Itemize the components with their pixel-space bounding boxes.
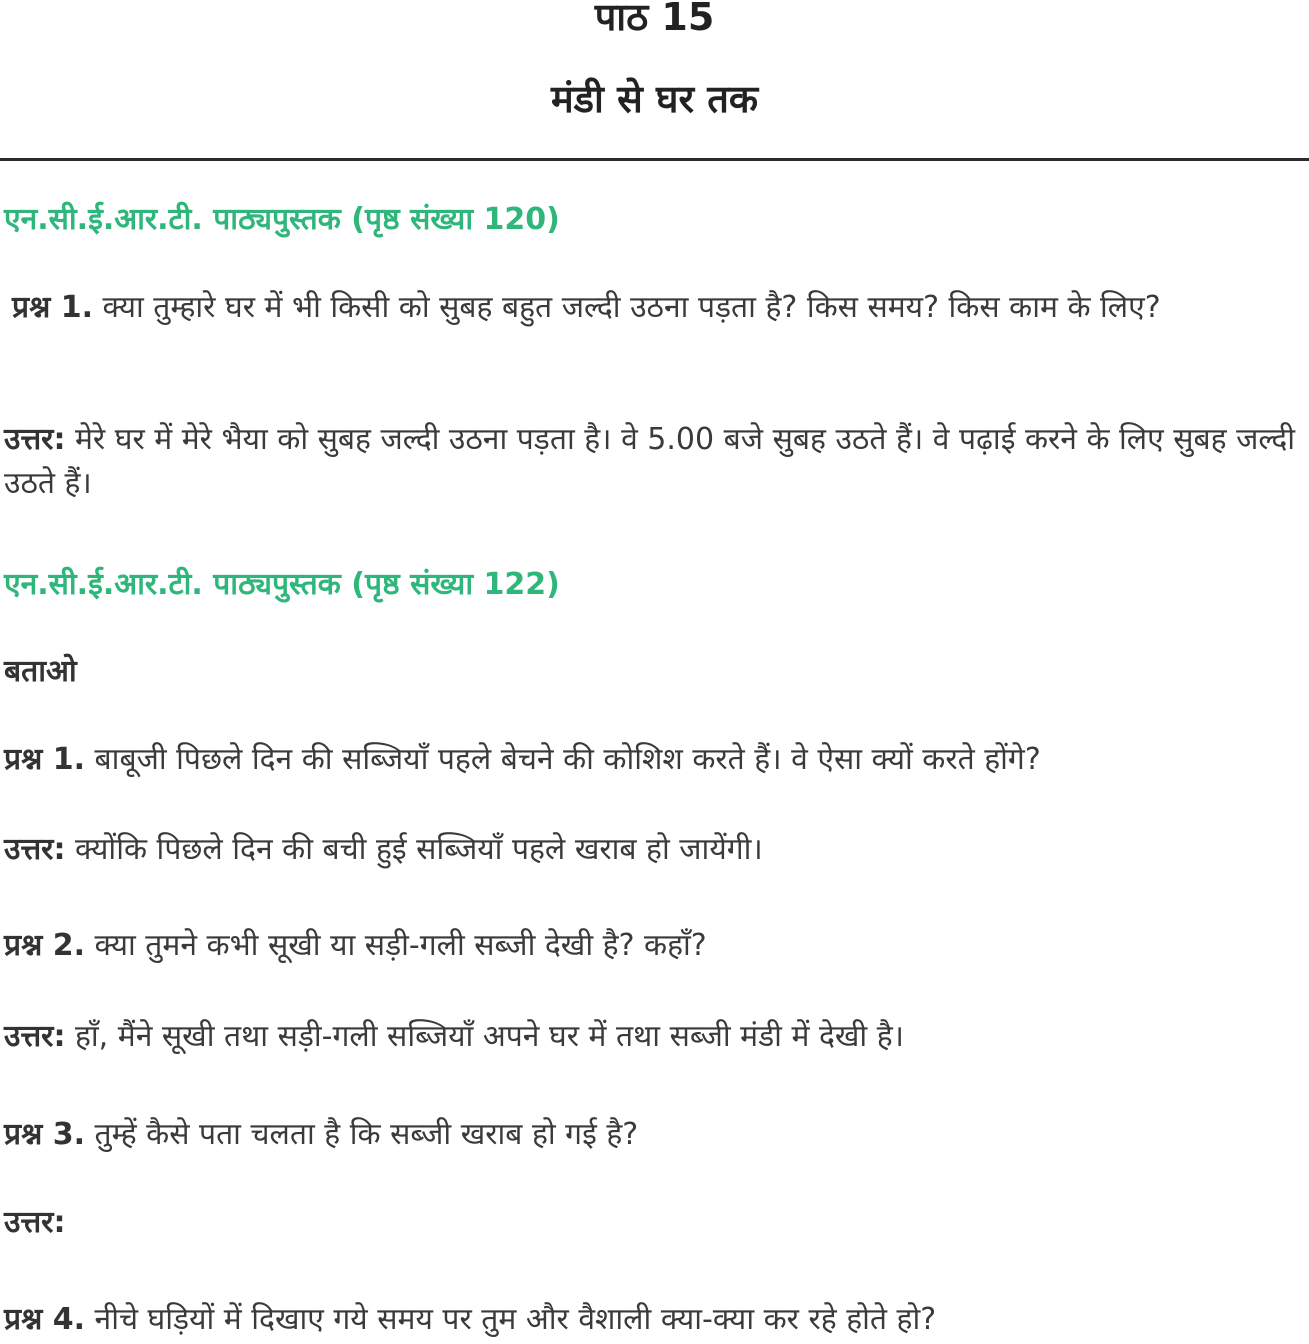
answer (4, 418, 1299, 506)
question-text: नीचे घड़ियों में दिखाए गये समय पर तुम और वैशाली क्या-क्या कर रहे होते हो? (94, 1302, 937, 1337)
question-label: प्रश्न 4. (4, 1302, 85, 1337)
answer-label: उत्तर: (4, 1019, 66, 1054)
question (4, 1113, 1299, 1157)
question-text: क्या तुमने कभी सूखी या सड़ी-गली सब्जी देखी है? कहाँ? (94, 928, 707, 963)
question-text: बाबूजी पिछले दिन की सब्जियाँ पहले बेचने की कोशिश करते हैं। वे ऐसा क्यों करते होंगे? (94, 742, 1041, 777)
page-title: मंडी से घर तक (550, 77, 759, 121)
answer (4, 828, 1299, 872)
question-text: तुम्हें कैसे पता चलता है कि सब्जी खराब हो गई है? (94, 1117, 639, 1152)
answer-text: मेरे घर में मेरे भैया को सुबह जल्दी उठना पड़ता है। वे 5.00 बजे सुबह उठते हैं। वे पढ़ाई करने के लिए सुबह जल्दी उठते हैं। (4, 422, 1296, 501)
section-heading: एन.सी.ई.आर.टी. पाठ्यपुस्तक (पृष्ठ संख्या 122) (4, 567, 560, 602)
answer-label: उत्तर: (4, 422, 66, 457)
answer (4, 1015, 1299, 1059)
question (4, 1298, 1299, 1342)
question (4, 738, 1299, 782)
lesson-number: पाठ 15 (594, 0, 715, 39)
question-label: प्रश्न 3. (4, 1117, 85, 1152)
divider (0, 158, 1309, 161)
answer (4, 1201, 1299, 1245)
section-heading: एन.सी.ई.आर.टी. पाठ्यपुस्तक (पृष्ठ संख्या 120) (4, 202, 560, 237)
answer-text: हाँ, मैंने सूखी तथा सड़ी-गली सब्जियाँ अपने घर में तथा सब्जी मंडी में देखी है। (74, 1019, 905, 1054)
question (12, 286, 1299, 330)
subheading: बताओ (4, 654, 77, 689)
question-label: प्रश्न 2. (4, 928, 85, 963)
question-label: प्रश्न 1. (4, 742, 85, 777)
question-label: प्रश्न 1. (12, 290, 93, 325)
answer-text: क्योंकि पिछले दिन की बची हुई सब्जियाँ पहले खराब हो जायेंगी। (74, 832, 763, 867)
question (4, 924, 1299, 968)
answer-label: उत्तर: (4, 1205, 66, 1240)
question-text: क्या तुम्हारे घर में भी किसी को सुबह बहुत जल्दी उठना पड़ता है? किस समय? किस काम के लिए? (102, 290, 1161, 325)
answer-label: उत्तर: (4, 832, 66, 867)
